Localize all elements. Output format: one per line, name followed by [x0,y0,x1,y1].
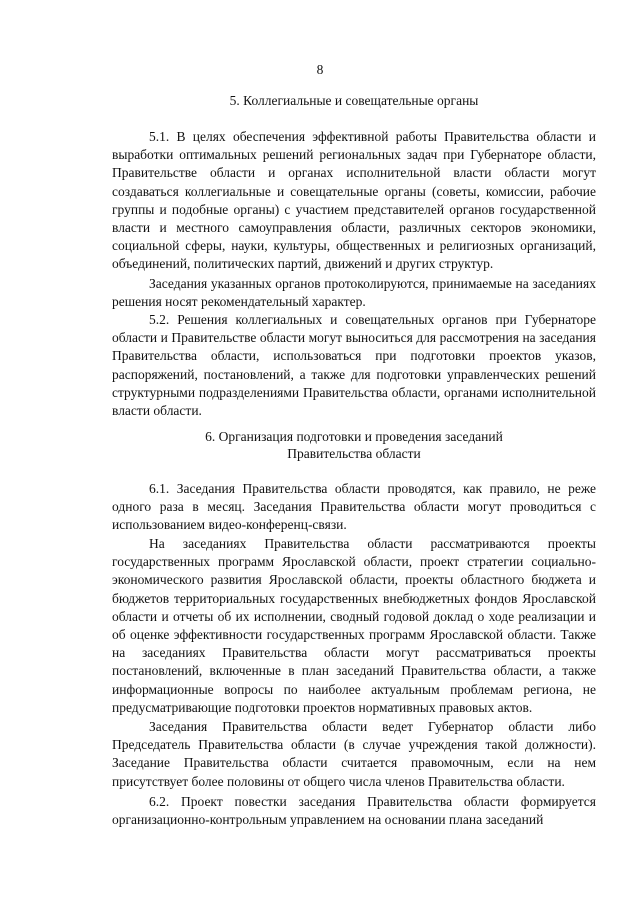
section-5-heading: 5. Коллегиальные и совещательные органы [229,93,479,108]
section-6-heading-line-2: Правительства области [287,446,421,461]
paragraph-6-2: 6.2. Проект повестки заседания Правительства области формируется организационно-контрольным управлением на основании плана заседаний [112,794,596,828]
page-number: 8 [316,62,324,77]
paragraph-5-1-protocol: Заседания указанных органов протоколируются, принимаемые на заседаниях решения носят рекомендательный характер. [112,276,596,310]
paragraph-5-2: 5.2. Решения коллегиальных и совещательных органов при Губернаторе области и Правительстве области могут выноситься для рассмотрения на заседания Правительства области, использоваться при подготовки проектов указов, распоряжений, постановлений, а также для подготовки управленческих решений структурными подразделениями Правительства области, органами исполнительной власти области. [112,312,596,419]
paragraph-6-1-agenda: На заседаниях Правительства области рассматриваются проекты государственных программ Ярославской области, проект стратегии социально-экономического развития Ярославской области, проекты областного бюджета и бюджетов территориальных государственных внебюджетных фондов Ярославской области и отчеты об их исполнении, сводный годовой доклад о ходе реализации и об оценке эффективности государственных программ Ярославской области. Также на заседаниях Правительства области могут рассматриваться проекты постановлений, включенные в план заседаний Правительства области, а также информационные вопросы по наиболее актуальным проблемам региона, не предусматривающие подготовки проектов нормативных правовых актов. [112,536,596,715]
paragraph-5-1: 5.1. В целях обеспечения эффективной работы Правительства области и выработки оптимальных решений региональных задач при Губернаторе области, Правительстве области и органах исполнительной власти области могут создаваться коллегиальные и совещательные органы (советы, комиссии, рабочие группы и подобные органы) с участием представителей органов государственной власти и местного самоуправления области, различных секторов экономики, социальной сферы, науки, культуры, общественных и религиозных организаций, объединений, политических партий, движений и других структур. [112,129,596,272]
paragraph-6-1-chair: Заседания Правительства области ведет Губернатор области либо Председатель Правительства области (в случае учреждения такой должности). Заседание Правительства области считается правомочным, если на нем присутствует более половины от общего числа членов Правительства области. [112,719,596,789]
section-6-heading [112,428,596,462]
section-6-heading-line-1: 6. Организация подготовки и проведения заседаний [205,429,503,444]
paragraph-6-1: 6.1. Заседания Правительства области проводятся, как правило, не реже одного раза в месяц. Заседания Правительства области могут проводиться с использованием видео-конференц-связи. [112,481,596,533]
